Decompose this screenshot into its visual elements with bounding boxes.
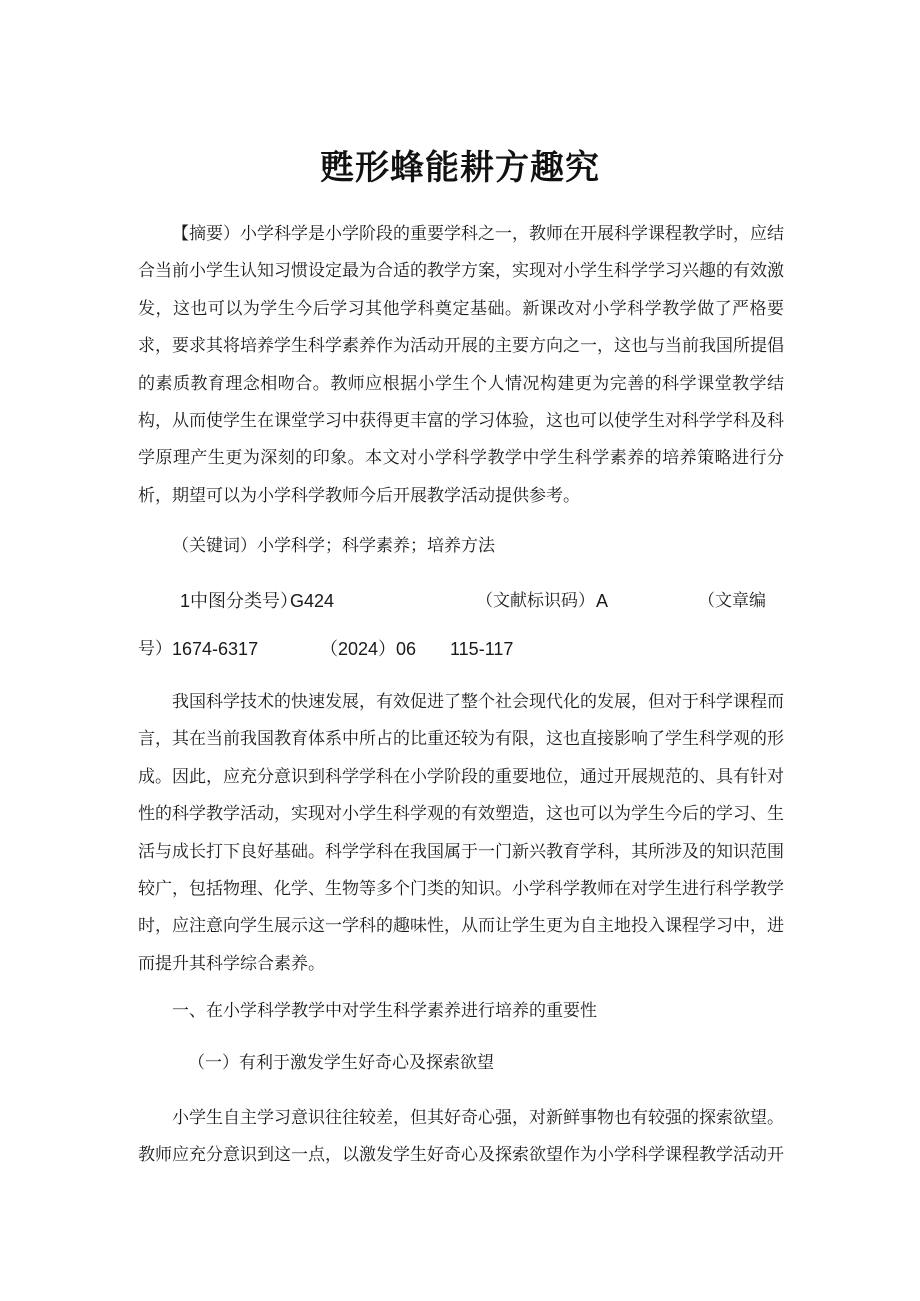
doc-code-value: A xyxy=(596,591,609,611)
clc-label: 1中图分类号） xyxy=(180,591,299,611)
issn-value: 1674-6317 xyxy=(172,639,259,659)
body-paragraph-2: 小学生自主学习意识往往较差，但其好奇心强，对新鲜事物也有较强的探索欲望。教师应充分意识到这一点，以激发学生好奇心及探索欲望作为小学科学课程教学活动开 xyxy=(138,1108,784,1166)
article-no-label: （文章编 xyxy=(698,591,766,611)
abstract-paragraph: 【摘要）小学科学是小学阶段的重要学科之一，教师在开展科学课程教学时，应结合当前小学生认知习惯设定最为合适的教学方案，实现对小学生科学学习兴趣的有效激发，这也可以为学生今后学习其他学科奠定基础。新课改对小学科学教学做了严格要求，要求其将培养学生科学素养作为活动开展的主要方向之一，这也与当前我国所提倡的素质教育理念相吻合。教师应根据小学生个人情况构建更为完善的科学课堂教学结构，从而使学生在课堂学习中获得更丰富的学习体验，这也可以使学生对科学学科及科学原理产生更为深刻的印象。本文对小学科学教学中学生科学素养的培养策略进行分析，期望可以为小学科学教师今后开展教学活动提供参考。 xyxy=(138,224,784,506)
pages-value: 115-117 xyxy=(450,639,514,659)
keywords-line: （关键词）小学科学；科学素养；培养方法 xyxy=(172,536,495,556)
clc-value: G424 xyxy=(290,591,335,611)
intro-paragraph: 我国科学技术的快速发展，有效促进了整个社会现代化的发展，但对于科学课程而言，其在当前我国教育体系中所占的比重还较为有限，这也直接影响了学生科学观的形成。因此，应充分意识到科学学科在小学阶段的重要地位，通过开展规范的、具有针对性的科学教学活动，实现对小学生科学观的有效塑造，这也可以为学生今后的学习、生活与成长打下良好基础。科学学科在我国属于一门新兴教育学科，其所涉及的知识范围较广，包括物理、化学、生物等多个门类的知识。小学科学教师在对学生进行科学教学时，应注意向学生展示这一学科的趣味性，从而让学生更为自主地投入课程学习中，进而提升其科学综合素养。 xyxy=(138,692,784,974)
classification-line-1 xyxy=(138,583,784,619)
section-heading-1: 一、在小学科学教学中对学生科学素养进行培养的重要性 xyxy=(172,1001,597,1021)
doc-code-label: （文献标识码） xyxy=(476,591,595,611)
article-no-label-cont: 号） xyxy=(138,639,172,659)
paper-title: 甦形蜂能耕方趣究 xyxy=(320,148,600,188)
issue-value: （2024）06 xyxy=(320,639,417,659)
classification-line-2 xyxy=(138,631,784,667)
subsection-heading-1-1: （一）有利于激发学生好奇心及探索欲望 xyxy=(188,1053,494,1073)
